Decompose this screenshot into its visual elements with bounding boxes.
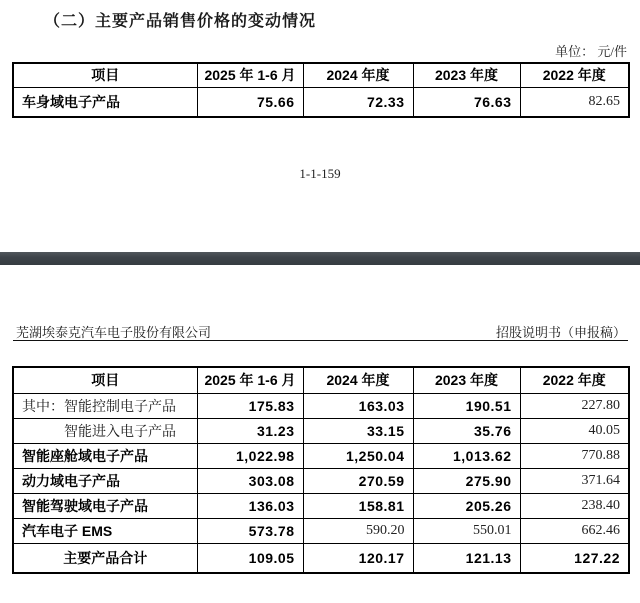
- cell-value: 121.13: [413, 543, 520, 573]
- cell-value: 371.64: [520, 468, 629, 493]
- table-header-row: [13, 367, 629, 393]
- cell-value: 205.26: [413, 493, 520, 518]
- column-header: 2023 年度: [413, 63, 520, 87]
- page-break-divider: [0, 252, 640, 265]
- cell-value: 190.51: [413, 393, 520, 418]
- row-label: 车身域电子产品: [13, 87, 197, 117]
- cell-value: 40.05: [520, 418, 629, 443]
- cell-value: 76.63: [413, 87, 520, 117]
- row-label: 汽车电子 EMS: [13, 518, 197, 543]
- row-label: 智能座舱域电子产品: [13, 443, 197, 468]
- cell-value: 550.01: [413, 518, 520, 543]
- page-number: 1-1-159: [299, 166, 341, 181]
- cell-value: 136.03: [197, 493, 303, 518]
- price-table-page2: [12, 366, 630, 574]
- table-row: [13, 393, 629, 418]
- cell-value: 120.17: [303, 543, 413, 573]
- cell-value: 590.20: [303, 518, 413, 543]
- table-row: [13, 468, 629, 493]
- cell-value: 573.78: [197, 518, 303, 543]
- section-heading: （二）主要产品销售价格的变动情况: [44, 13, 317, 30]
- cell-value: 163.03: [303, 393, 413, 418]
- column-header: 2022 年度: [520, 63, 629, 87]
- cell-value: 72.33: [303, 87, 413, 117]
- unit-label: 单位： 元/件: [555, 44, 627, 59]
- table-row: [13, 87, 629, 117]
- cell-value: 75.66: [197, 87, 303, 117]
- table-row: [13, 543, 629, 573]
- row-label: 智能进入电子产品: [13, 418, 197, 443]
- header-rule: [13, 340, 628, 341]
- column-header: 2024 年度: [303, 367, 413, 393]
- column-header: 2025 年 1-6 月: [197, 367, 303, 393]
- cell-value: 35.76: [413, 418, 520, 443]
- column-header: 项目: [13, 367, 197, 393]
- company-name-header: 芜湖埃泰克汽车电子股份有限公司: [16, 325, 212, 340]
- column-header: 2023 年度: [413, 367, 520, 393]
- cell-value: 270.59: [303, 468, 413, 493]
- prospectus-title-header: 招股说明书（申报稿）: [495, 325, 626, 340]
- table-row: [13, 493, 629, 518]
- cell-value: 1,250.04: [303, 443, 413, 468]
- cell-value: 303.08: [197, 468, 303, 493]
- cell-value: 1,013.62: [413, 443, 520, 468]
- cell-value: 175.83: [197, 393, 303, 418]
- cell-value: 238.40: [520, 493, 629, 518]
- column-header: 2022 年度: [520, 367, 629, 393]
- cell-value: 662.46: [520, 518, 629, 543]
- table-row: [13, 418, 629, 443]
- table-header-row: [13, 63, 629, 87]
- cell-value: 31.23: [197, 418, 303, 443]
- row-label: 动力域电子产品: [13, 468, 197, 493]
- cell-value: 109.05: [197, 543, 303, 573]
- cell-value: 158.81: [303, 493, 413, 518]
- row-label: 其中：智能控制电子产品: [13, 393, 197, 418]
- cell-value: 127.22: [520, 543, 629, 573]
- cell-value: 82.65: [520, 87, 629, 117]
- cell-value: 1,022.98: [197, 443, 303, 468]
- cell-value: 275.90: [413, 468, 520, 493]
- table-row: [13, 518, 629, 543]
- row-label: 智能驾驶域电子产品: [13, 493, 197, 518]
- column-header: 2025 年 1-6 月: [197, 63, 303, 87]
- column-header: 2024 年度: [303, 63, 413, 87]
- column-header: 项目: [13, 63, 197, 87]
- row-label: 主要产品合计: [13, 543, 197, 573]
- cell-value: 33.15: [303, 418, 413, 443]
- cell-value: 227.80: [520, 393, 629, 418]
- price-table-page1: [12, 62, 630, 118]
- cell-value: 770.88: [520, 443, 629, 468]
- table-row: [13, 443, 629, 468]
